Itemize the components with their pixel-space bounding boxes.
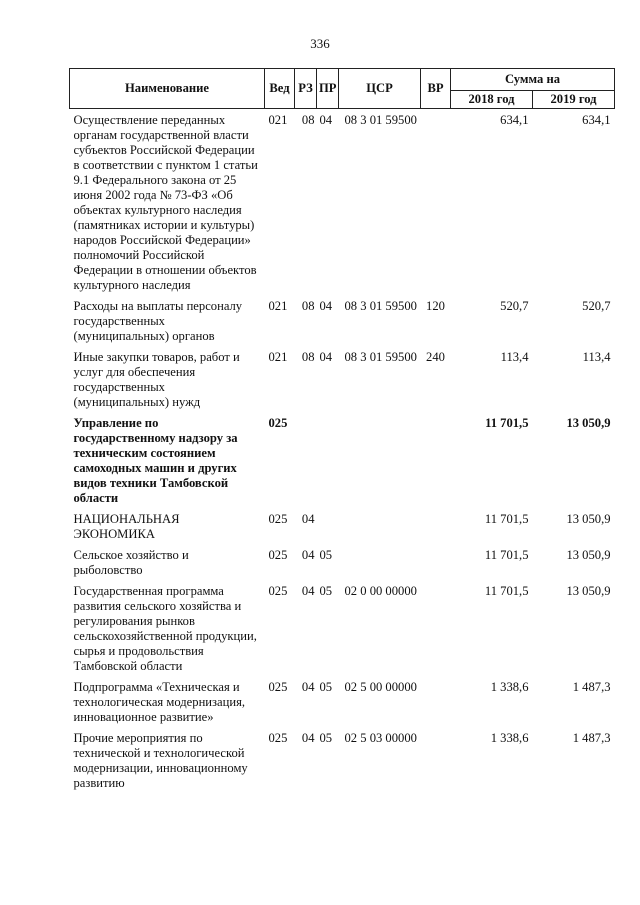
row-pr: 05: [319, 731, 333, 745]
row-ved: 025: [268, 731, 288, 745]
table-row: [70, 346, 615, 412]
table-row: [70, 727, 615, 793]
table-row: [70, 412, 615, 508]
header-year-2019: 2019 год: [533, 91, 615, 109]
row-pr: 04: [319, 350, 333, 364]
row-name: Сельское хозяйство и рыболовство: [73, 548, 189, 577]
row-vr: [421, 412, 451, 508]
row-sum-2019: 520,7: [582, 299, 611, 313]
row-vr: 240: [426, 350, 445, 364]
row-vr: [421, 109, 451, 296]
row-vr: [421, 676, 451, 727]
row-csr: [339, 544, 421, 580]
row-rz: 08: [301, 299, 315, 313]
row-name: Государственная программа развития сельского хозяйства и регулирования рынков сельскохозяйственной продукции, сырья и продовольствия Тамбовской области: [73, 584, 257, 673]
row-sum-2018: 1 338,6: [490, 680, 529, 694]
table-row: [70, 295, 615, 346]
row-ved: 021: [268, 113, 288, 127]
row-ved: 025: [268, 680, 288, 694]
row-sum-2018: 520,7: [500, 299, 529, 313]
budget-table: [69, 68, 615, 793]
row-csr: [339, 508, 421, 544]
row-vr: 120: [426, 299, 445, 313]
table-row: [70, 109, 615, 296]
row-rz: 08: [301, 350, 315, 364]
row-pr: 04: [319, 299, 333, 313]
row-rz: 04: [301, 548, 315, 562]
header-year-2018: 2018 год: [451, 91, 533, 109]
row-csr: 02 5 00 00000: [344, 680, 417, 694]
row-name: Иные закупки товаров, работ и услуг для обеспечения государственных (муниципальных) нужд: [73, 350, 240, 409]
table-row: [70, 508, 615, 544]
row-pr: 05: [319, 680, 333, 694]
row-rz: [295, 412, 317, 508]
row-vr: [421, 544, 451, 580]
table-row: [70, 544, 615, 580]
row-vr: [421, 727, 451, 793]
row-csr: 02 0 00 00000: [344, 584, 417, 598]
row-pr: 04: [319, 113, 333, 127]
table-body: [70, 109, 615, 794]
row-sum-2018: 11 701,5: [485, 416, 529, 430]
row-pr: 05: [319, 584, 333, 598]
row-name: Управление по государственному надзору за техническим состоянием самоходных машин и других видов техники Тамбовской области: [73, 416, 238, 505]
row-ved: 025: [268, 416, 288, 430]
page-number: 336: [310, 36, 330, 51]
row-sum-2019: 13 050,9: [566, 548, 611, 562]
row-csr: 08 3 01 59500: [344, 299, 417, 313]
row-csr: 08 3 01 59500: [344, 113, 417, 127]
table-header: [70, 69, 615, 109]
header-ved: Вед: [265, 69, 295, 109]
row-ved: 025: [268, 512, 288, 526]
row-csr: 08 3 01 59500: [344, 350, 417, 364]
row-ved: 021: [268, 350, 288, 364]
row-sum-2019: 634,1: [582, 113, 611, 127]
row-rz: 08: [301, 113, 315, 127]
row-rz: 04: [301, 731, 315, 745]
row-sum-2019: 1 487,3: [572, 731, 611, 745]
row-name: НАЦИОНАЛЬНАЯ ЭКОНОМИКА: [73, 512, 180, 541]
row-ved: 025: [268, 548, 288, 562]
row-sum-2019: 13 050,9: [566, 512, 611, 526]
row-name: Осуществление переданных органам государственной власти субъектов Российской Федерации в соответствии с пунктом 1 статьи 9.1 Федерального закона от 25 июня 2002 года № 73-ФЗ «Об объектах культурного наследия (памятниках истории и культуры) народов Российской Федерации» полномочий Российской Федерации в отношении объектов культурного наследия: [73, 113, 258, 292]
header-sum-on: Сумма на: [451, 69, 615, 91]
header-csr: ЦСР: [339, 69, 421, 109]
header-vr: ВР: [421, 69, 451, 109]
row-sum-2018: 11 701,5: [484, 512, 529, 526]
row-name: Прочие мероприятия по технической и технологической модернизации, инновационному развитию: [73, 731, 248, 790]
row-ved: 021: [268, 299, 288, 313]
row-vr: [421, 508, 451, 544]
row-rz: 04: [301, 512, 315, 526]
row-pr: [317, 412, 339, 508]
row-sum-2019: 13 050,9: [566, 584, 611, 598]
row-name: Подпрограмма «Техническая и технологическая модернизация, инновационное развитие»: [73, 680, 246, 724]
row-ved: 025: [268, 584, 288, 598]
row-sum-2018: 11 701,5: [484, 584, 529, 598]
table-row: [70, 580, 615, 676]
row-name: Расходы на выплаты персоналу государственных (муниципальных) органов: [73, 299, 243, 343]
row-csr: 02 5 03 00000: [344, 731, 417, 745]
row-sum-2019: 1 487,3: [572, 680, 611, 694]
row-sum-2019: 113,4: [582, 350, 611, 364]
row-rz: 04: [301, 584, 315, 598]
row-sum-2018: 634,1: [500, 113, 529, 127]
table-row: [70, 676, 615, 727]
row-sum-2018: 113,4: [500, 350, 529, 364]
row-pr: 05: [319, 548, 333, 562]
row-csr: [339, 412, 421, 508]
row-sum-2018: 1 338,6: [490, 731, 529, 745]
row-sum-2018: 11 701,5: [484, 548, 529, 562]
header-pr: ПР: [317, 69, 339, 109]
row-sum-2019: 13 050,9: [566, 416, 611, 430]
header-name: Наименование: [70, 69, 265, 109]
row-pr: [317, 508, 339, 544]
header-rz: РЗ: [295, 69, 317, 109]
row-rz: 04: [301, 680, 315, 694]
row-vr: [421, 580, 451, 676]
